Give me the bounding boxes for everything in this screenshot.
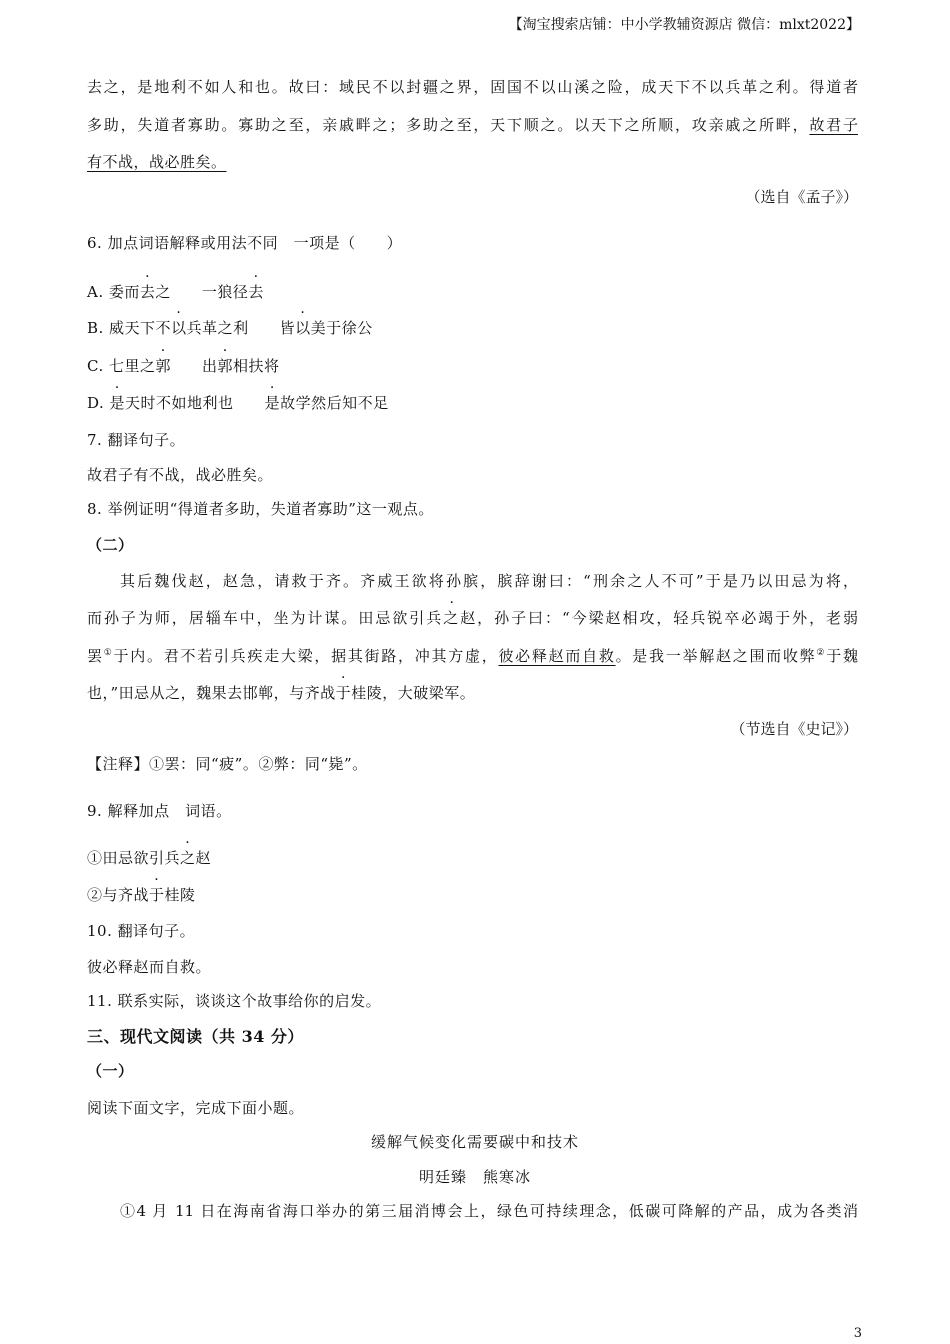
dotted-char: 之	[180, 849, 196, 867]
passage1-source: （选自《孟子》）	[745, 188, 858, 206]
page-number: 3	[853, 1326, 862, 1341]
dotted-char: 去	[248, 283, 264, 301]
dotted-char: 于	[335, 684, 352, 702]
q7-stem: 7. 翻译句子。	[87, 431, 186, 449]
section2-label: （二）	[87, 536, 134, 554]
dotted-char: 郭	[217, 357, 234, 375]
dotted-char: 以	[295, 319, 311, 337]
article-authors: 明廷臻 熊寒冰	[418, 1168, 531, 1186]
q9-item1: ①田忌欲引兵之赵	[87, 849, 212, 867]
underlined-sentence: 故君子	[809, 116, 858, 134]
q9-item2: ②与齐战于桂陵	[87, 886, 196, 904]
q9-stem: 9. 解释加点 词语。	[87, 802, 232, 820]
dotted-char: 是	[264, 394, 281, 412]
passage2-line2: 而孙子为师，居辎车中，坐为计谋。田忌欲引兵之赵，孙子曰：“今梁赵相攻，轻兵锐卒必竭于外，老弱	[87, 609, 858, 627]
section3-title: 三、现代文阅读（共 34 分）	[87, 1027, 304, 1046]
section3-sub: （一）	[87, 1062, 134, 1080]
q8-stem: 8. 举例证明“得道者多助，失道者寡助”这一观点。	[87, 500, 434, 518]
dotted-char: 郭	[155, 357, 171, 375]
passage2-line4: 也，”田忌从之，魏果去邯郸，与齐战于桂陵，大破梁军。	[87, 684, 476, 702]
q6-option-b: B. 威天下不以兵革之利 皆以美于徐公	[87, 319, 373, 337]
dotted-char: 以	[171, 319, 187, 337]
section3-instruction: 阅读下面文字，完成下面小题。	[87, 1099, 305, 1117]
passage1-line3: 有不战，战必胜矣。	[87, 153, 227, 171]
q6-stem: 6. 加点词语解释或用法不同 一项是（ ）	[87, 234, 403, 252]
passage2-line1: 其后魏伐赵，赵急，请救于齐。齐威王欲将孙膑，膑辞谢曰：“刑余之人不可”于是乃以田忌为将，	[120, 572, 858, 590]
article-title: 缓解气候变化需要碳中和技术	[370, 1133, 579, 1151]
page-header: 【淘宝搜索店铺：中小学教辅资源店 微信：mlxt2022】	[508, 17, 860, 33]
dotted-char: 于	[149, 886, 165, 904]
q10-stem: 10. 翻译句子。	[87, 922, 196, 940]
q10-sentence: 彼必释赵而自救。	[87, 958, 212, 976]
q11-stem: 11. 联系实际，谈谈这个故事给你的启发。	[87, 992, 382, 1010]
annotation-note: 【注释】①罢：同“疲”。②弊：同“毙”。	[87, 755, 368, 773]
dotted-char: 之	[443, 609, 461, 627]
passage1-line2: 多助，失道者寡助。寡助之至，亲戚畔之；多助之至，天下顺之。以天下之所顺，攻亲戚之所畔，故君子	[87, 116, 858, 134]
dotted-char: 是	[109, 394, 126, 412]
passage2-source: （节选自《史记》）	[730, 720, 858, 738]
q6-option-c: C. 七里之郭 出郭相扶将	[87, 357, 280, 375]
q7-sentence: 故君子有不战，战必胜矣。	[87, 466, 274, 484]
dotted-char: 去	[139, 283, 156, 301]
passage1-line1: 去之，是地利不如人和也。故曰：域民不以封疆之界，固国不以山溪之险，成天下不以兵革之利。得道者	[87, 78, 858, 96]
article-para1: ①4 月 11 日在海南省海口举办的第三届消博会上，绿色可持续理念，低碳可降解的产品，成为各类消	[120, 1202, 858, 1220]
underlined-sentence: 彼必释赵而自救	[498, 647, 616, 665]
q6-option-d: D. 是天时不如地利也 是故学然后知不足	[87, 394, 389, 412]
q6-option-a: A. 委而去之 一狼径去	[87, 283, 264, 301]
passage2-line3: 罢①于内。君不若引兵疾走大梁，据其街路，冲其方虚，彼必释赵而自救。是我一举解赵之围而收弊②于魏	[87, 647, 858, 665]
